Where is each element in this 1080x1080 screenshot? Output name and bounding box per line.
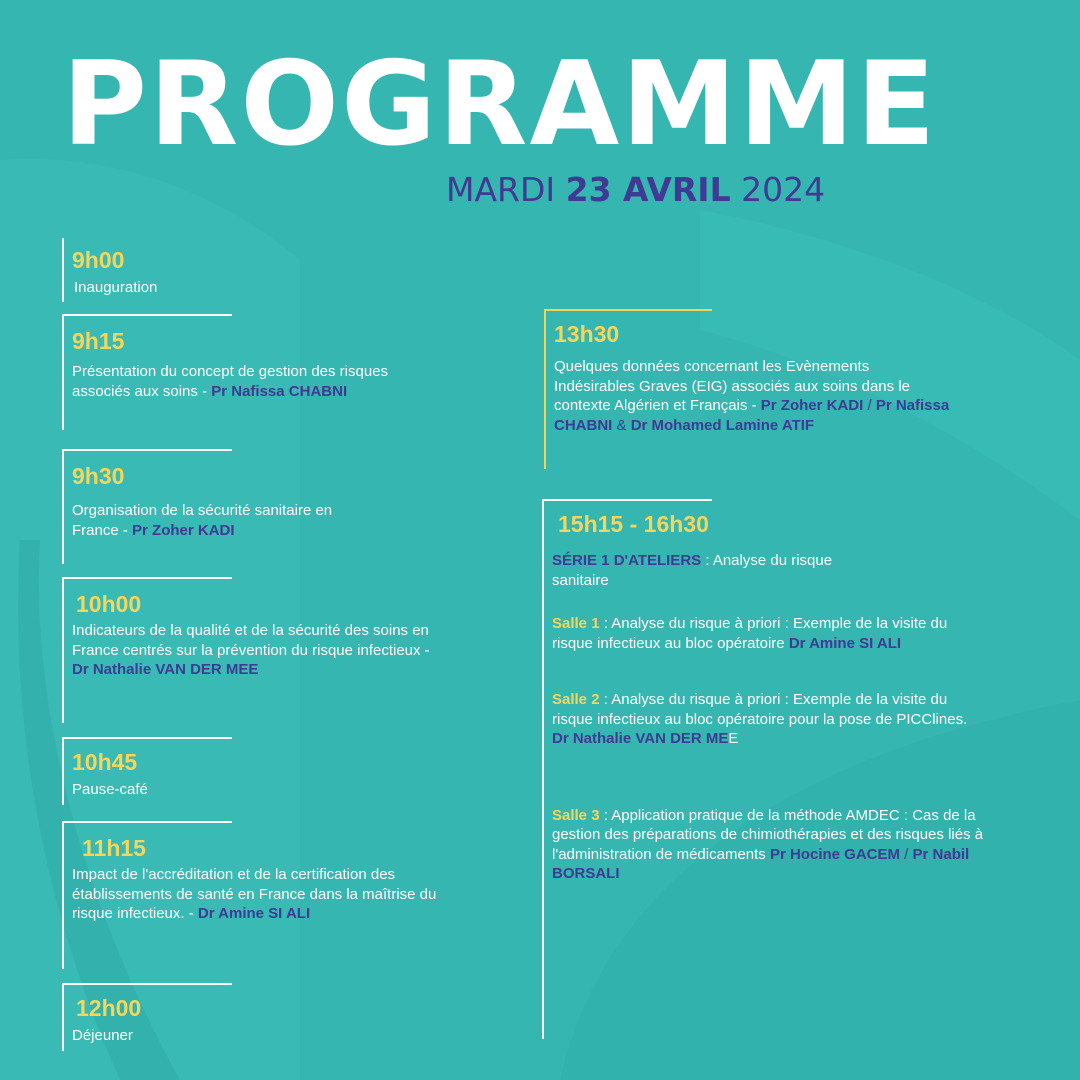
session-0930: [62, 449, 333, 564]
speaker-name: Pr Zoher KADI: [760, 397, 864, 414]
date-day: MARDI: [446, 170, 556, 209]
speaker-name: Pr Hocine GACEM: [769, 845, 900, 863]
speaker-name: Pr Nafissa CHABNI: [554, 397, 950, 434]
series-label: SÉRIE 1 D'ATELIERS: [552, 552, 702, 569]
session-1045: [62, 737, 232, 805]
session-time: 15h15 - 16h30: [558, 511, 709, 537]
session-1330: [544, 309, 950, 469]
session-time: 10h45: [72, 749, 138, 775]
page-title: PROGRAMME: [62, 37, 938, 172]
room-1: Salle 1 : Analyse du risque à priori : Exemple de la visite du risque infectieux au bloc opératoire Dr Amine SI ALI: [552, 615, 948, 652]
session-time: 12h00: [76, 995, 142, 1021]
session-description: Déjeuner: [72, 1027, 133, 1044]
session-0900: [62, 238, 282, 302]
session-time: 10h00: [76, 591, 142, 617]
session-1115: [62, 821, 437, 969]
speaker-name: Pr Zoher KADI: [132, 521, 235, 539]
room-2: Salle 2 : Analyse du risque à priori : Exemple de la visite du risque infectieux au bloc opératoire pour la pose de PICClines. Dr Nathalie VAN DER MEE: [552, 691, 968, 747]
room-label: Salle 3: [552, 806, 600, 824]
session-description: Pause-café: [72, 781, 148, 798]
speaker-name: Dr Nathalie VAN DER ME: [552, 730, 729, 747]
session-description: Présentation du concept de gestion des risques associés aux soins - Pr Nafissa CHABNI: [72, 363, 389, 400]
session-description: Indicateurs de la qualité et de la sécurité des soins en France centrés sur la prévention du risque infectieux - Dr Nathalie VAN DER MEE: [72, 622, 430, 678]
session-description: Inauguration: [74, 279, 158, 296]
session-time: 11h15: [82, 835, 146, 861]
session-time: 9h30: [72, 463, 125, 489]
speaker-name: Dr Nathalie VAN DER MEE: [72, 661, 259, 678]
session-description: Impact de l'accréditation et de la certification des établissements de santé en France dans la maîtrise du risque infectieux. - Dr Amine SI ALI: [72, 866, 437, 922]
session-1000: [62, 577, 430, 723]
session-time: 9h00: [72, 247, 125, 273]
speaker-name: Pr Nafissa CHABNI: [211, 382, 348, 400]
speaker-name: Dr Amine SI ALI: [197, 905, 311, 922]
session-1200: [62, 983, 232, 1051]
speaker-name: Pr Nabil BORSALI: [552, 845, 970, 882]
session-0915: [62, 314, 389, 430]
event-date: [446, 168, 825, 212]
room-label: Salle 1: [552, 615, 600, 632]
session-1515: [542, 499, 984, 1039]
room-label: Salle 2: [552, 691, 600, 708]
speaker-name: Dr Mohamed Lamine ATIF: [630, 416, 815, 434]
date-day-month: 23 AVRIL: [565, 170, 731, 209]
session-description: Quelques données concernant les Evènements Indésirables Graves (EIG) associés aux soins dans le contexte Algérien et Français - Pr Zoher KADI / Pr Nafissa CHABNI & Dr Mohamed Lamine ATIF: [554, 358, 950, 434]
date-year: 2024: [741, 170, 826, 209]
speaker-name: Dr Amine SI ALI: [788, 634, 902, 652]
room-3: Salle 3 : Application pratique de la méthode AMDEC : Cas de la gestion des préparations de chimiothérapies et des risques liés à l'administration de médicaments Pr Hocine GACEM / Pr Nabil BORSALI: [552, 806, 984, 882]
session-time: 9h15: [72, 328, 125, 354]
session-description: Organisation de la sécurité sanitaire en France - Pr Zoher KADI: [72, 502, 333, 539]
session-time: 13h30: [554, 321, 620, 347]
workshop-series: SÉRIE 1 D'ATELIERS : Analyse du risque sanitaire: [552, 552, 833, 589]
